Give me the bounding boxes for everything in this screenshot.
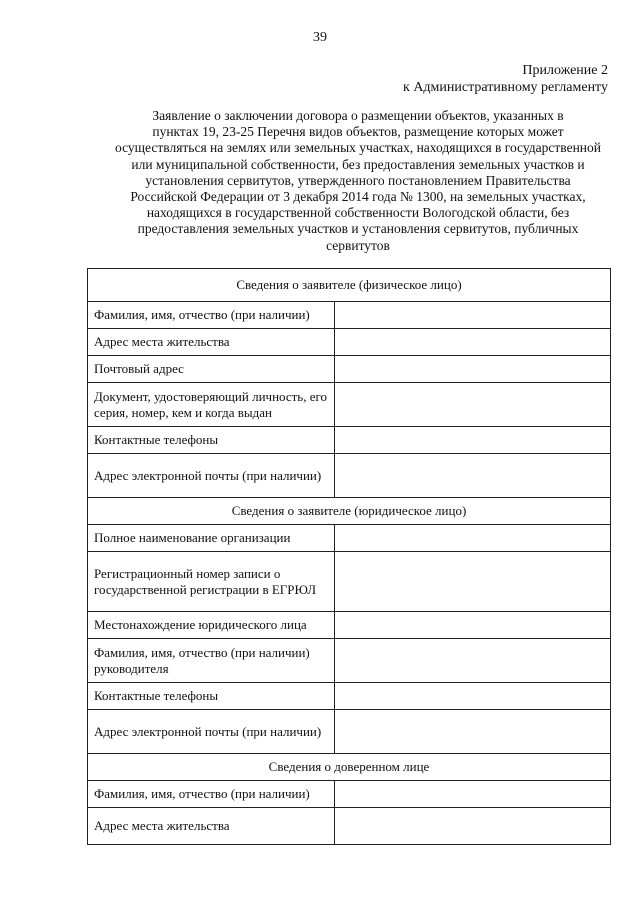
field-label: Фамилия, имя, отчество (при наличии) [88,302,335,329]
field-label: Полное наименование организации [88,525,335,552]
field-label: Регистрационный номер записи о государственной регистрации в ЕГРЮЛ [88,552,335,612]
legal-head-name-value[interactable] [335,639,611,683]
appendix-line-1: Приложение 2 [522,63,608,78]
proxy-residence-address-value[interactable] [335,808,611,845]
legal-registration-number-value[interactable] [335,552,611,612]
appendix-line-2: к Административному регламенту [403,80,608,95]
field-label: Почтовый адрес [88,356,335,383]
title-line: или муниципальной собственности, без предоставления земельных участков и [131,156,585,172]
table-row [88,302,611,329]
table-row [88,639,611,683]
field-label: Документ, удостоверяющий личность, его серия, номер, кем и когда выдан [88,383,335,427]
page-number: 39 [313,30,327,45]
table-row [88,454,611,498]
legal-phones-value[interactable] [335,683,611,710]
applicant-form-table [87,268,611,845]
title-line: предоставления земельных участков и установления сервитутов, публичных [137,221,579,237]
field-label: Адрес места жительства [88,808,335,845]
table-row [88,612,611,639]
field-label: Контактные телефоны [88,427,335,454]
table-row [88,356,611,383]
table-row [88,427,611,454]
legal-organization-name-value[interactable] [335,525,611,552]
section-header-row [88,269,611,302]
section-proxy-title: Сведения о доверенном лице [88,754,611,781]
individual-residence-address-value[interactable] [335,329,611,356]
table-row [88,781,611,808]
individual-phones-value[interactable] [335,427,611,454]
table-row [88,710,611,754]
title-line: пунктах 19, 23-25 Перечня видов объектов, размещение которых может [152,124,564,140]
section-header-row [88,754,611,781]
title-line: сервитутов [326,237,390,253]
table-row [88,808,611,845]
field-label: Местонахождение юридического лица [88,612,335,639]
field-label: Фамилия, имя, отчество (при наличии) руководителя [88,639,335,683]
appendix-heading [403,62,608,96]
title-line: установления сервитутов, утвержденного постановлением Правительства [145,172,571,188]
field-label: Контактные телефоны [88,683,335,710]
section-individual-title: Сведения о заявителе (физическое лицо) [88,269,611,302]
legal-email-value[interactable] [335,710,611,754]
individual-full-name-value[interactable] [335,302,611,329]
table-row [88,683,611,710]
field-label: Адрес места жительства [88,329,335,356]
title-line: находящихся в государственной собственности Вологодской области, без [146,205,570,221]
table-row [88,525,611,552]
table-row [88,383,611,427]
field-label: Адрес электронной почты (при наличии) [88,454,335,498]
individual-email-value[interactable] [335,454,611,498]
document-title [108,108,608,254]
field-label: Адрес электронной почты (при наличии) [88,710,335,754]
individual-identity-document-value[interactable] [335,383,611,427]
field-label: Фамилия, имя, отчество (при наличии) [88,781,335,808]
title-line: осуществляться на землях или земельных участках, находящихся в государственной [115,140,601,156]
section-legal-title: Сведения о заявителе (юридическое лицо) [88,498,611,525]
legal-location-value[interactable] [335,612,611,639]
title-line: Заявление о заключении договора о размещении объектов, указанных в [152,108,564,123]
title-line: Российской Федерации от 3 декабря 2014 года № 1300, на земельных участках, [130,189,586,205]
table-row [88,552,611,612]
table-row [88,329,611,356]
section-header-row [88,498,611,525]
individual-postal-address-value[interactable] [335,356,611,383]
proxy-full-name-value[interactable] [335,781,611,808]
